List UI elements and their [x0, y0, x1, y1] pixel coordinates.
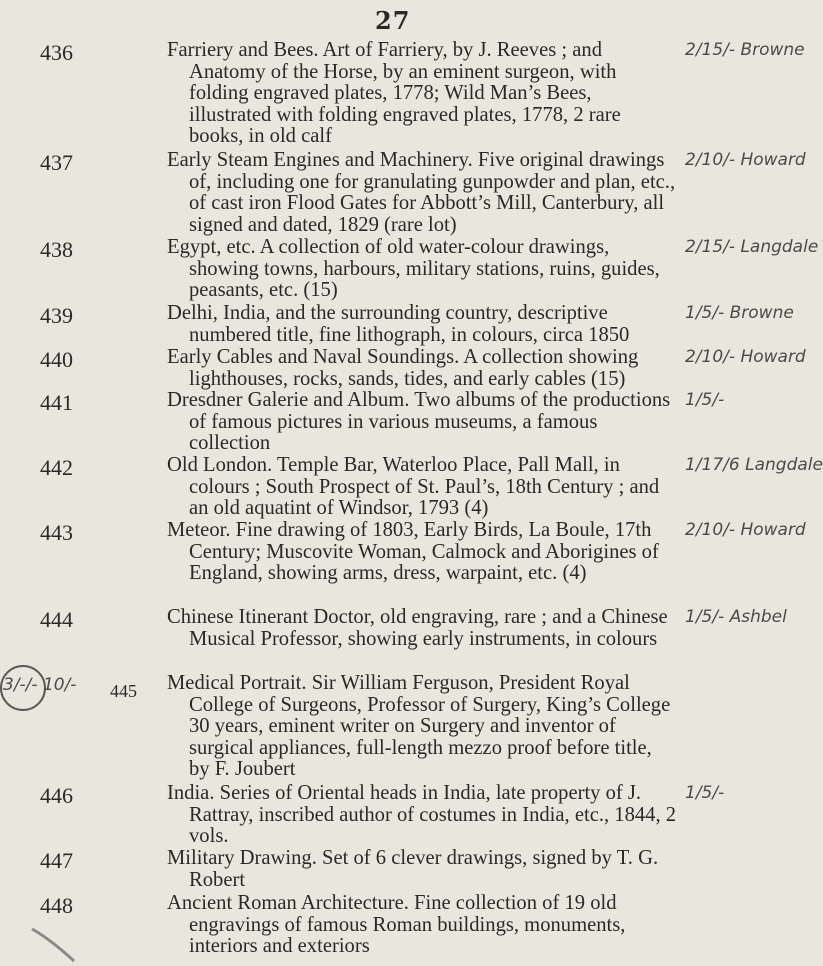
handwritten-price-annotation: 3/-/- 10/-	[3, 675, 77, 695]
lot-number: 436	[40, 40, 73, 65]
page-number: 27	[375, 6, 411, 35]
lot-description: Meteor. Fine drawing of 1803, Early Birds, La Boule, 17th Century; Muscovite Woman, Calmock and Aborigines of England, showing arms, dress, warpaint, etc. (4)	[167, 519, 659, 585]
lot-description: Delhi, India, and the surrounding country, descriptive numbered title, fine lithograph, in colours, circa 1850	[167, 302, 630, 346]
handwritten-price-annotation: 2/10/- Howard	[685, 347, 806, 367]
lot-description: Ancient Roman Architecture. Fine collection of 19 old engravings of famous Roman buildings, monuments, interiors and exteriors	[167, 892, 626, 958]
handwritten-price-annotation: 2/10/- Howard	[685, 520, 806, 540]
handwritten-price-annotation: 1/5/- Browne	[685, 303, 794, 323]
lot-number: 437	[40, 150, 73, 175]
lot-number: 439	[40, 303, 73, 328]
lot-number: 442	[40, 455, 73, 480]
lot-description: Early Cables and Naval Soundings. A collection showing lighthouses, rocks, sands, tides, and early cables (15)	[167, 346, 639, 390]
lot-description: Chinese Itinerant Doctor, old engraving, rare ; and a Chinese Musical Professor, showing early instruments, in colours	[167, 606, 668, 650]
handwritten-price-annotation: 2/15/- Langdale	[685, 237, 819, 257]
lot-description: Military Drawing. Set of 6 clever drawings, signed by T. G. Robert	[167, 847, 659, 891]
handwritten-price-annotation: 1/5/- Ashbel	[685, 607, 787, 627]
lot-description: Old London. Temple Bar, Waterloo Place, Pall Mall, in colours ; South Prospect of St. Paul’s, 18th Century ; and an old aquatint of Windsor, 1793 (4)	[167, 454, 660, 520]
handwritten-price-annotation: 2/10/- Howard	[685, 150, 806, 170]
lot-description: Egypt, etc. A collection of old water-colour drawings, showing towns, harbours, military stations, ruins, guides, peasants, etc. (15)	[167, 236, 660, 302]
lot-description: Early Steam Engines and Machinery. Five original drawings of, including one for granulating gunpowder and plan, etc., of cast iron Flood Gates for Abbott’s Mill, Canterbury, all signed and dated, 1829 (rare lot)	[167, 149, 676, 236]
handwritten-price-annotation: 1/5/-	[685, 783, 725, 803]
lot-description: Dresdner Galerie and Album. Two albums of the productions of famous pictures in various museums, a famous collection	[167, 389, 671, 455]
handwritten-price-annotation: 1/17/6 Langdale	[685, 455, 823, 475]
lot-number: 444	[40, 607, 73, 632]
lot-number: 448	[40, 893, 73, 918]
handwritten-price-annotation: 2/15/- Browne	[685, 40, 805, 60]
lot-description: Medical Portrait. Sir William Ferguson, President Royal College of Surgeons, Professor of Surgery, King’s College 30 years, eminent writer on Surgery and inventor of surgical appliances, full-length mezzo proof before title, by F. Joubert	[167, 672, 671, 781]
lot-description: India. Series of Oriental heads in India, late property of J. Rattray, inscribed author of costumes in India, etc., 1844, 2 vols.	[167, 782, 677, 848]
lot-number: 447	[40, 848, 73, 873]
lot-description: Farriery and Bees. Art of Farriery, by J. Reeves ; and Anatomy of the Horse, by an eminent surgeon, with folding engraved plates, 1778; Wild Man’s Bees, illustrated with folding engraved plates, 1778, 2 rare books, in old calf	[167, 39, 621, 148]
handwritten-price-annotation: 1/5/-	[685, 390, 725, 410]
lot-number: 445	[110, 681, 137, 701]
pencil-mark	[30, 925, 80, 965]
lot-number: 446	[40, 783, 73, 808]
lot-number: 438	[40, 237, 73, 262]
lot-number: 441	[40, 390, 73, 415]
lot-number: 440	[40, 347, 73, 372]
lot-number: 443	[40, 520, 73, 545]
